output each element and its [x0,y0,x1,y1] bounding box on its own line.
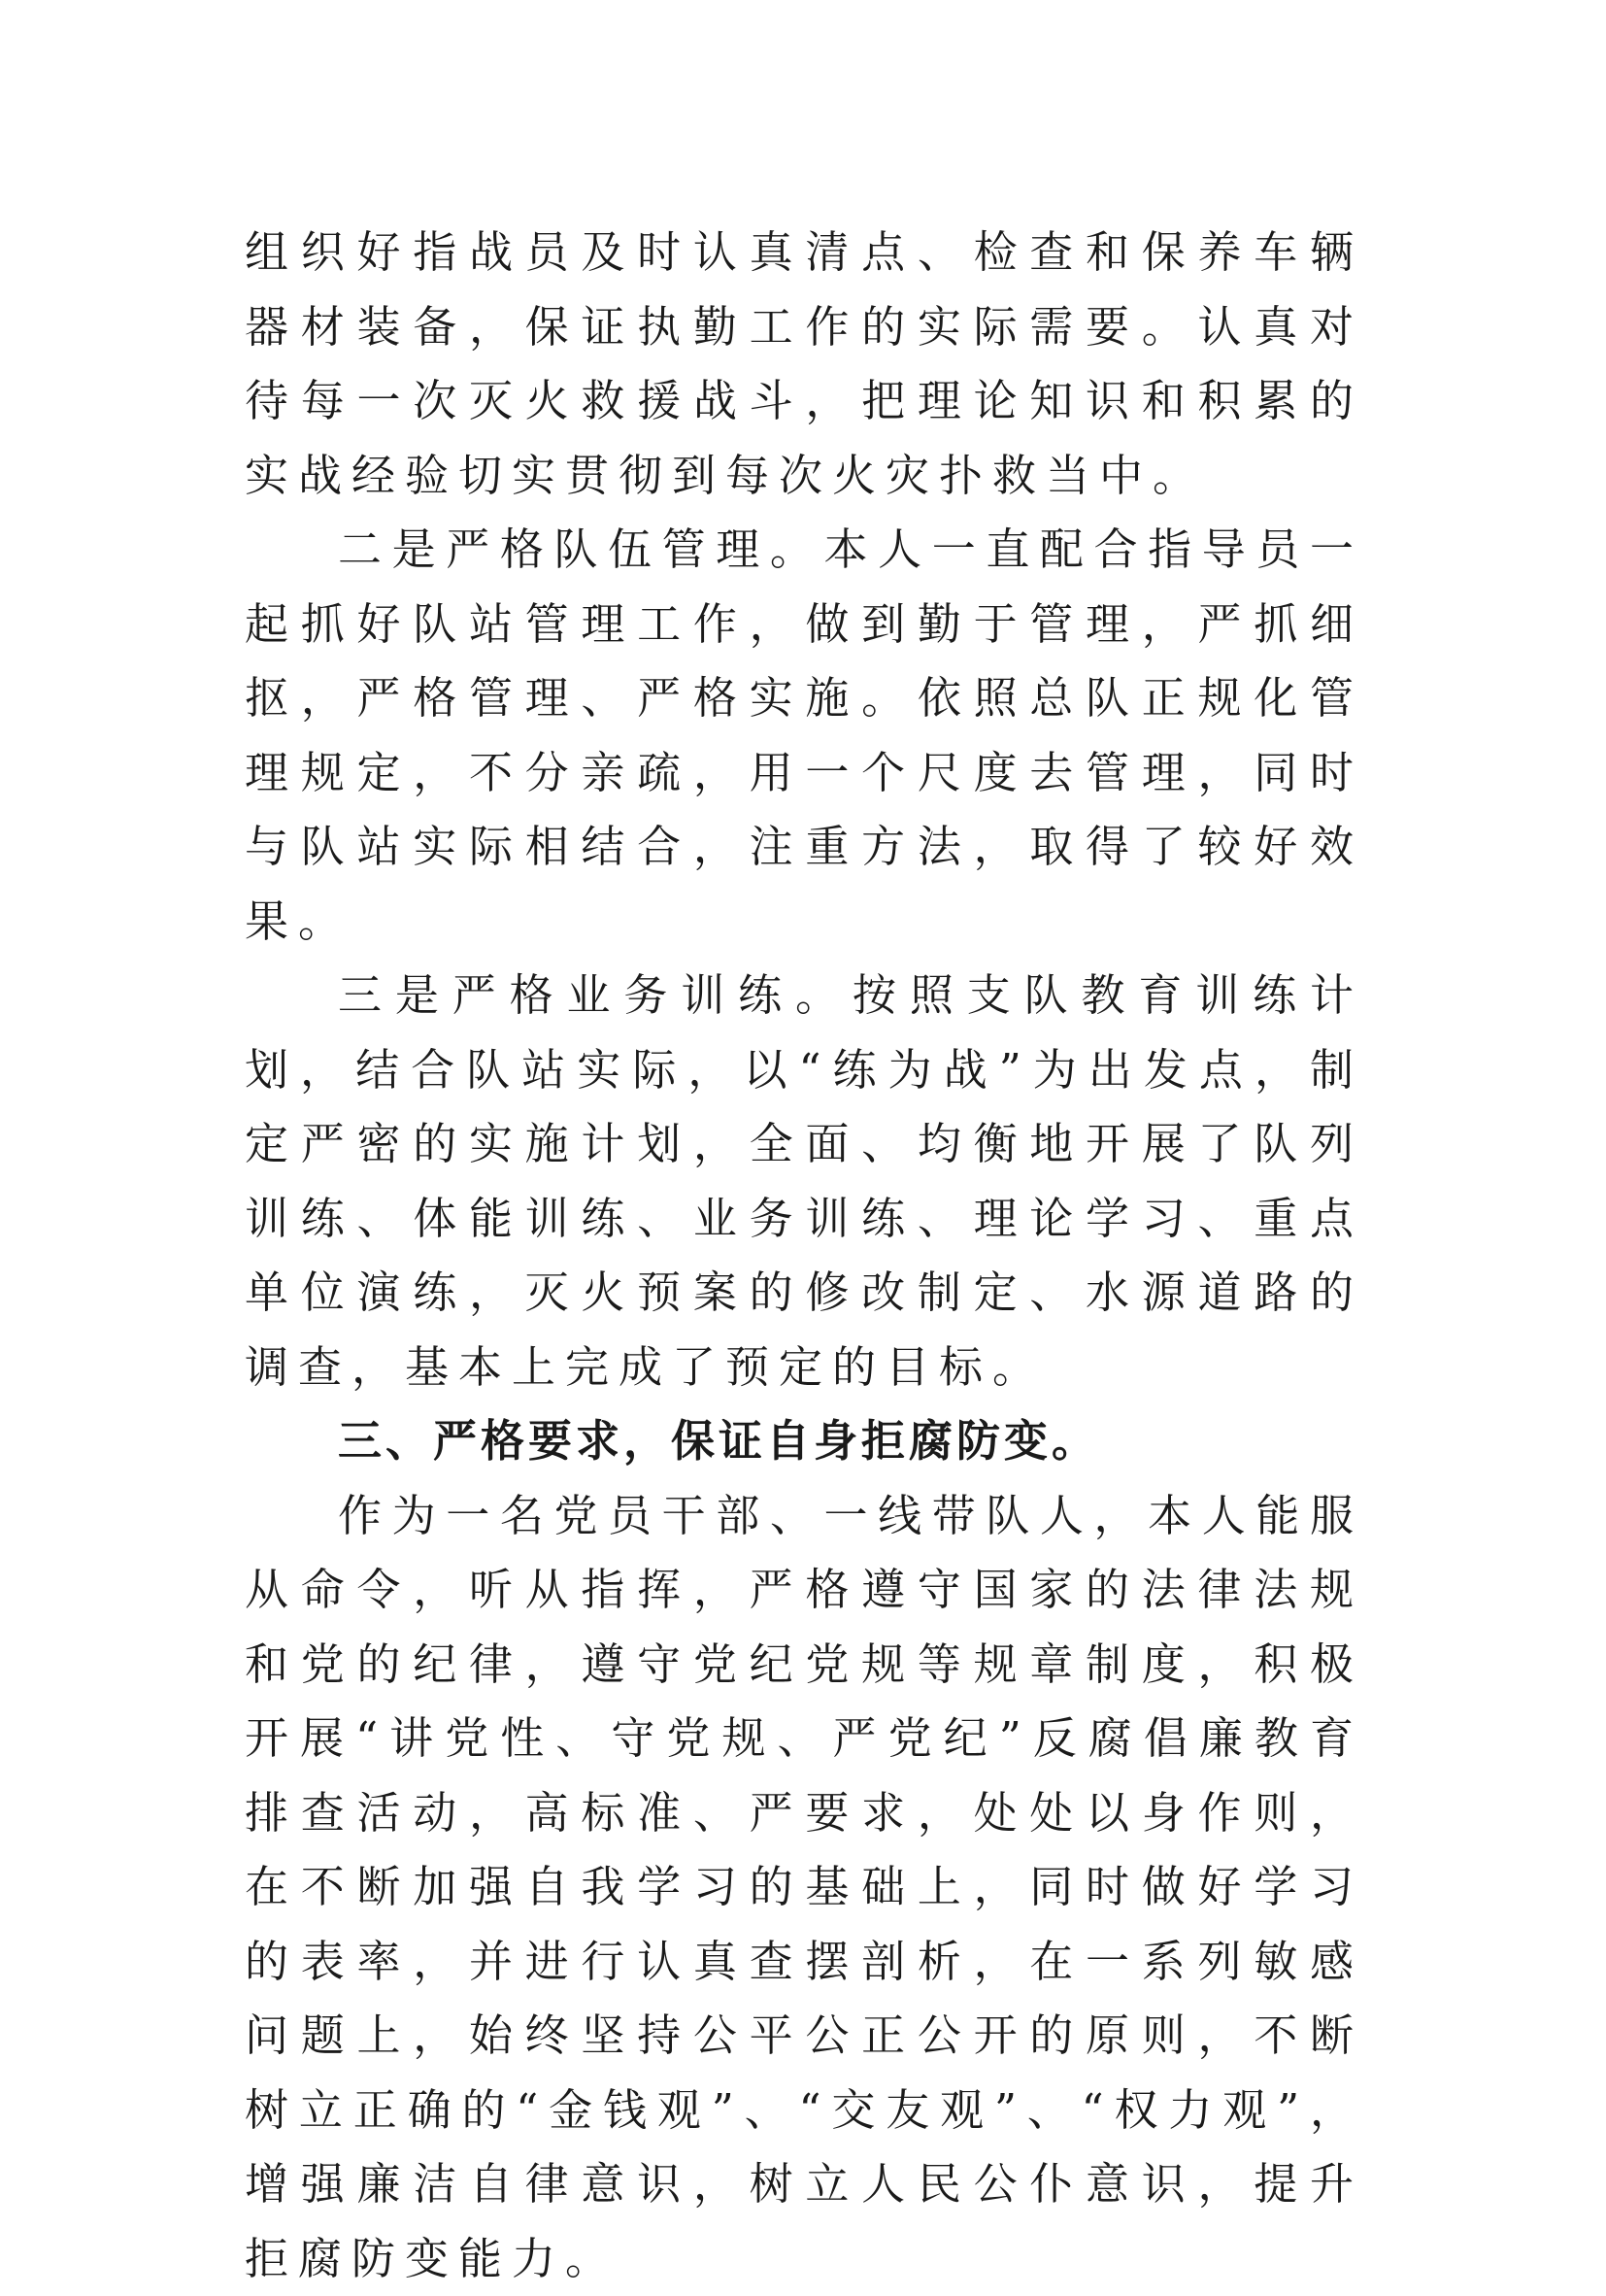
document-body [245,216,1363,2296]
paragraph-team-management: 二是严格队伍管理。本人一直配合指导员一起抓好队站管理工作，做到勤于管理，严抓细抠，严格管理、严格实施。依照总队正规化管理规定，不分亲疏，用一个尺度去管理，同时与队站实际相结合，注重方法，取得了较好效果。 [245,513,1363,959]
paragraph-party-discipline: 作为一名党员干部、一线带队人，本人能服从命令，听从指挥，严格遵守国家的法律法规和党的纪律，遵守党纪党规等规章制度，积极开展“讲党性、守党规、严党纪”反腐倡廉教育排查活动，高标准、严要求，处处以身作则，在不断加强自我学习的基础上，同时做好学习的表率，并进行认真查摆剖析，在一系列敏感问题上，始终坚持公平公正公开的原则，不断树立正确的“金钱观”、“交友观”、“权力观”，增强廉洁自律意识，树立人民公仆意识，提升拒腐防变能力。 [245,1479,1363,2296]
section-heading-strict-requirements: 三、严格要求，保证自身拒腐防变。 [245,1404,1363,1479]
paragraph-continuation: 组织好指战员及时认真清点、检查和保养车辆器材装备，保证执勤工作的实际需要。认真对待每一次灭火救援战斗，把理论知识和积累的实战经验切实贯彻到每次火灾扑救当中。 [245,216,1363,513]
paragraph-business-training: 三是严格业务训练。按照支队教育训练计划，结合队站实际，以“练为战”为出发点，制定严密的实施计划，全面、均衡地开展了队列训练、体能训练、业务训练、理论学习、重点单位演练，灭火预案的修改制定、水源道路的调查，基本上完成了预定的目标。 [245,959,1363,1404]
